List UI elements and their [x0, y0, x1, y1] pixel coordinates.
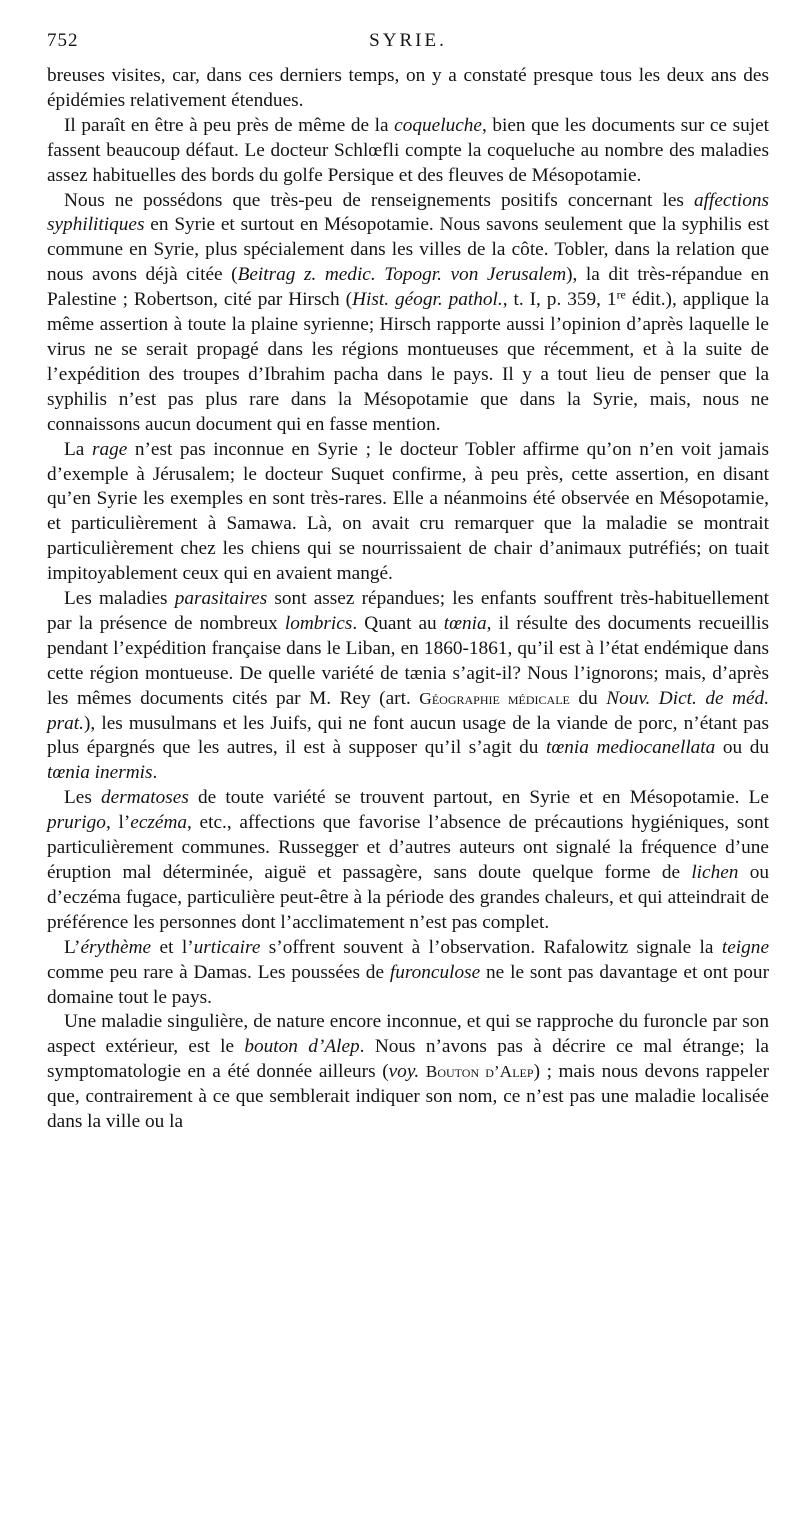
italic-term: érythème	[80, 936, 152, 958]
paragraph-p1	[47, 64, 769, 114]
italic-term: urticaire	[193, 936, 261, 958]
text-run: ou du	[715, 737, 770, 759]
paragraph-p5	[47, 587, 769, 786]
text-run: sont assez répandues; les enfants souffrent très-habituellement par la présence de nombreux	[47, 588, 769, 634]
italic-term: affections syphilitiques	[47, 189, 769, 236]
page-number: 752	[47, 30, 79, 51]
italic-term: tœnia inermis	[47, 762, 153, 784]
text-run: Une maladie singulière, de nature encore inconnue, et qui se rapproche du furoncle par son aspect extérieur, est le	[47, 1011, 769, 1058]
paragraph-p2	[47, 114, 769, 189]
paragraph-p8	[47, 1010, 769, 1135]
text-run: en Syrie et surtout en Mésopotamie. Nous savons seulement que la syphilis est commune en Syrie, plus spécialement dans les villes de la côte. Tobler, dans la relation que nous avons déjà citée (	[47, 214, 769, 286]
text-run: . Nous n’avons pas à décrire ce mal étrange; la symptomatologie en a été donnée ailleurs (	[47, 1036, 769, 1083]
italic-term: eczéma	[130, 812, 188, 834]
text-run: ) ; mais nous devons rappeler que, contrairement à ce que semblerait indiquer son nom, ce n’est pas une maladie localisée dans la ville ou la	[47, 1061, 770, 1133]
text-run: du	[569, 687, 607, 709]
italic-term: tœnia	[443, 612, 487, 634]
italic-term: dermatoses	[101, 787, 189, 809]
italic-term: Nouv. Dict. de méd. prat.	[47, 687, 770, 734]
italic-term: Hist. géogr. pathol.	[352, 289, 503, 311]
text-run: ne le sont pas davantage et ont pour domaine tout le pays.	[47, 961, 769, 1008]
text-run: .	[152, 762, 158, 784]
text-run: ou d’eczéma fugace, particulière peut-être à la période des grandes chaleurs, et qui atteindrait de préférence les personnes dont l’acclimatement n’est pas complet.	[47, 862, 770, 933]
book-page	[47, 30, 769, 1135]
italic-term: coqueluche	[394, 114, 482, 136]
text-run: ), les musulmans et les Juifs, qui ne font aucun usage de la viande de porc, n’étant pas plus épargnés que les autres, il est à supposer qu’il s’agit du	[47, 712, 769, 759]
text-run: et l’	[151, 936, 194, 958]
body-text	[47, 64, 769, 1135]
text-run: n’est pas inconnue en Syrie ; le docteur Tobler affirme qu’on n’en voit jamais d’exemple à Jérusalem; le docteur Suquet confirme, à peu près, cette assertion, en disant qu’en Syrie les exemples en sont très-rares. Elle a néanmoins été observée en Mésopotamie, et particulièrement à Samawa. Là, on avait cru remarquer que la maladie se montrait particulièrement chez les chiens qui se nourrissaient de chair d’animaux putréfiés; on tuait impitoyablement ceux qui en avaient mangé.	[47, 438, 770, 585]
italic-term: Beitrag z. medic. Topogr. von Jerusalem	[237, 264, 567, 286]
paragraph-p6	[47, 786, 769, 935]
italic-term: bouton d’Alep	[244, 1036, 360, 1058]
text-run: Il paraît en être à peu près de même de la	[64, 114, 395, 136]
text-run: , il résulte des documents recueillis pendant l’expédition française dans le Liban, en 1860-1861, qu’il est à l’état endémique dans cette région montueuse. De quelle variété de tænia s’agit-il? Nous l’ignorons; mais, d’après les mêmes documents cités par M. Rey (art.	[47, 612, 769, 709]
running-title: SYRIE.	[369, 30, 447, 51]
italic-term: prurigo	[47, 812, 106, 834]
text-run: de toute variété se trouvent partout, en Syrie et en Mésopotamie. Le	[188, 787, 769, 809]
small-caps-reference: Géographie médicale	[419, 688, 570, 708]
paragraph-p7	[47, 936, 769, 1011]
text-run: , t. I, p. 359, 1	[502, 289, 617, 311]
text-run: comme peu rare à Damas. Les poussées de	[47, 961, 390, 983]
italic-term: tœnia mediocanellata	[546, 737, 716, 759]
text-run: Nous ne possédons que très-peu de renseignements positifs concernant les	[64, 189, 695, 211]
text-run: , etc., affections que favorise l’absence de précautions hygiéniques, sont particulièrement communes. Russegger et d’autres auteurs ont signalé la fréquence d’une éruption mal déterminée, aiguë et passagère, sans doute quelque forme de	[47, 812, 770, 883]
text-run: La	[64, 438, 92, 460]
text-run: Les maladies	[64, 588, 175, 610]
italic-term: parasitaires	[174, 588, 268, 610]
page-header	[47, 30, 769, 64]
text-run: L’	[64, 936, 81, 958]
italic-term: teigne	[721, 936, 770, 958]
text-run: s’offrent souvent à l’observation. Rafalowitz signale la	[260, 936, 722, 958]
italic-term: furonculose	[389, 961, 481, 983]
text-run: ), la dit très-répandue en Palestine ; Robertson, cité par Hirsch (	[47, 264, 769, 311]
text-run: édit.), applique la même assertion à toute la plaine syrienne; Hirsch rapporte aussi l’opinion d’après laquelle le virus ne se serait propagé dans les régions montueuses que récemment, et à la suite de l’expédition des troupes d’Ibrahim pacha dans le pays. Il y a tout lieu de penser que la syphilis n’est pas plus rare dans la Mésopotamie que dans la Syrie, mais, nous ne connaissons aucun document qui en fasse mention.	[47, 289, 770, 435]
italic-term: voy.	[388, 1061, 420, 1083]
text-run: . Quant au	[352, 612, 444, 634]
italic-term: lombrics	[284, 612, 353, 634]
text-run: , l’	[105, 812, 131, 834]
text-run: , bien que les documents sur ce sujet fassent beaucoup défaut. Le docteur Schlœfli compte la coqueluche au nombre des maladies assez habituelles des bords du golfe Persique et des fleuves de Mésopotamie.	[47, 114, 769, 186]
superscript: re	[616, 287, 626, 302]
text-run: breuses visites, car, dans ces derniers temps, on y a constaté presque tous les deux ans des épidémies relativement étendues.	[47, 65, 769, 111]
text-run	[419, 1061, 426, 1082]
paragraph-p3	[47, 189, 769, 438]
text-run: Les	[64, 787, 102, 809]
italic-term: rage	[91, 438, 128, 460]
paragraph-p4	[47, 438, 769, 587]
small-caps-reference: Bouton d’Alep	[425, 1062, 534, 1082]
italic-term: lichen	[691, 862, 739, 883]
